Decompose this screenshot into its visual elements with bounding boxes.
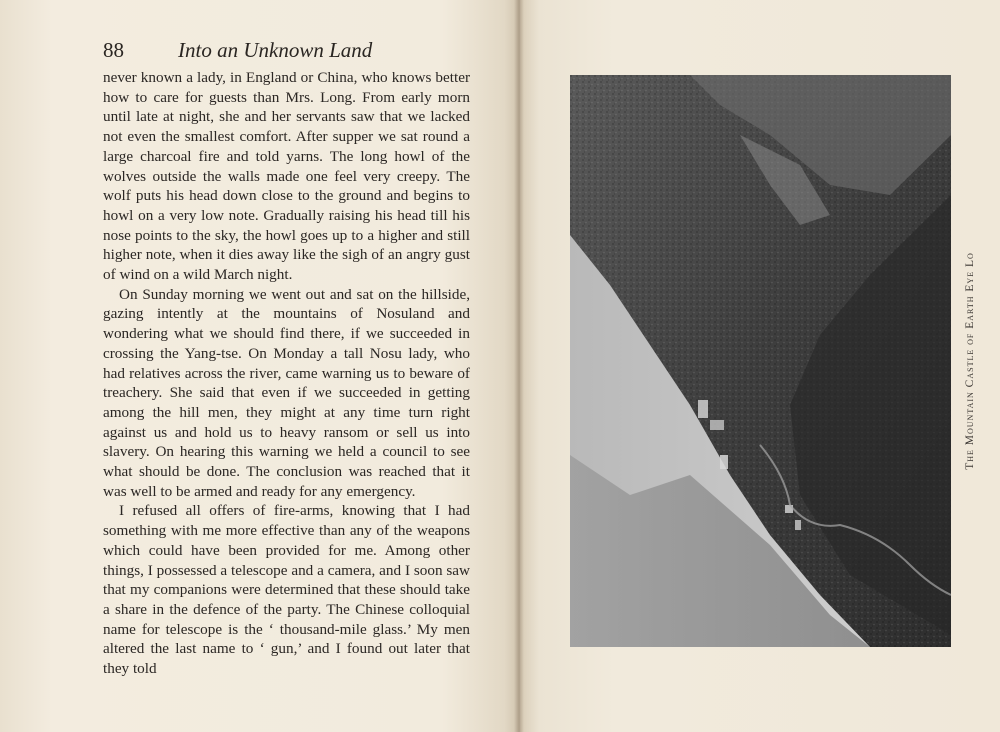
- book-gutter: [514, 0, 524, 732]
- body-text: [103, 68, 470, 679]
- page-number: 88: [103, 38, 124, 62]
- paragraph-1: never known a lady, in England or China, who knows better how to care for guests than Mrs. Long. From early morn until late at night, she and her servants saw that we lacked not even the smallest comfort. After supper we sat round a large charcoal fire and told yarns. The long howl of the wolves outside the walls made one feel very creepy. The wolf puts his head down close to the ground and begins to howl on a very low note. Gradually raising his head till his nose points to the sky, the howl goes up to a higher and still higher note, when it dies away like the sigh of an angry gust of wind on a wild March night.: [103, 69, 470, 284]
- caption-text: The Mountain Castle of Earth Eye Lo: [964, 252, 976, 470]
- photo-caption: [960, 75, 980, 647]
- paragraph-2: On Sunday morning we went out and sat on the hillside, gazing intently at the mountains of Nosuland and wondering what we should find there, if we succeeded in crossing the Yang-tse. On Monday a tall Nosu lady, who had relatives across the river, came warning us to beware of treachery. She said that even if we succeeded in getting among the hill men, they might at any time turn right against us and hold us to heavy ransom or sell us into slavery. On hearing this warning we held a council to see what should be done. The conclusion was reached that it was well to be armed and ready for any emergency.: [103, 285, 470, 500]
- running-title: Into an Unknown Land: [178, 38, 373, 62]
- paragraph-3: I refused all offers of fire-arms, knowing that I had something with me more effective than any of the weapons which could have been provided for me. Among other things, I possessed a telescope and a camera, and I soon saw that my companions were determined that these should take a share in the defence of the party. The Chinese colloquial name for telescope is the ‘ thousand-mile glass.’ My men altered the last name to ‘ gun,’ and I found out later that they told: [103, 502, 470, 678]
- mountain-castle-photo: [570, 75, 951, 647]
- running-head: [103, 38, 473, 64]
